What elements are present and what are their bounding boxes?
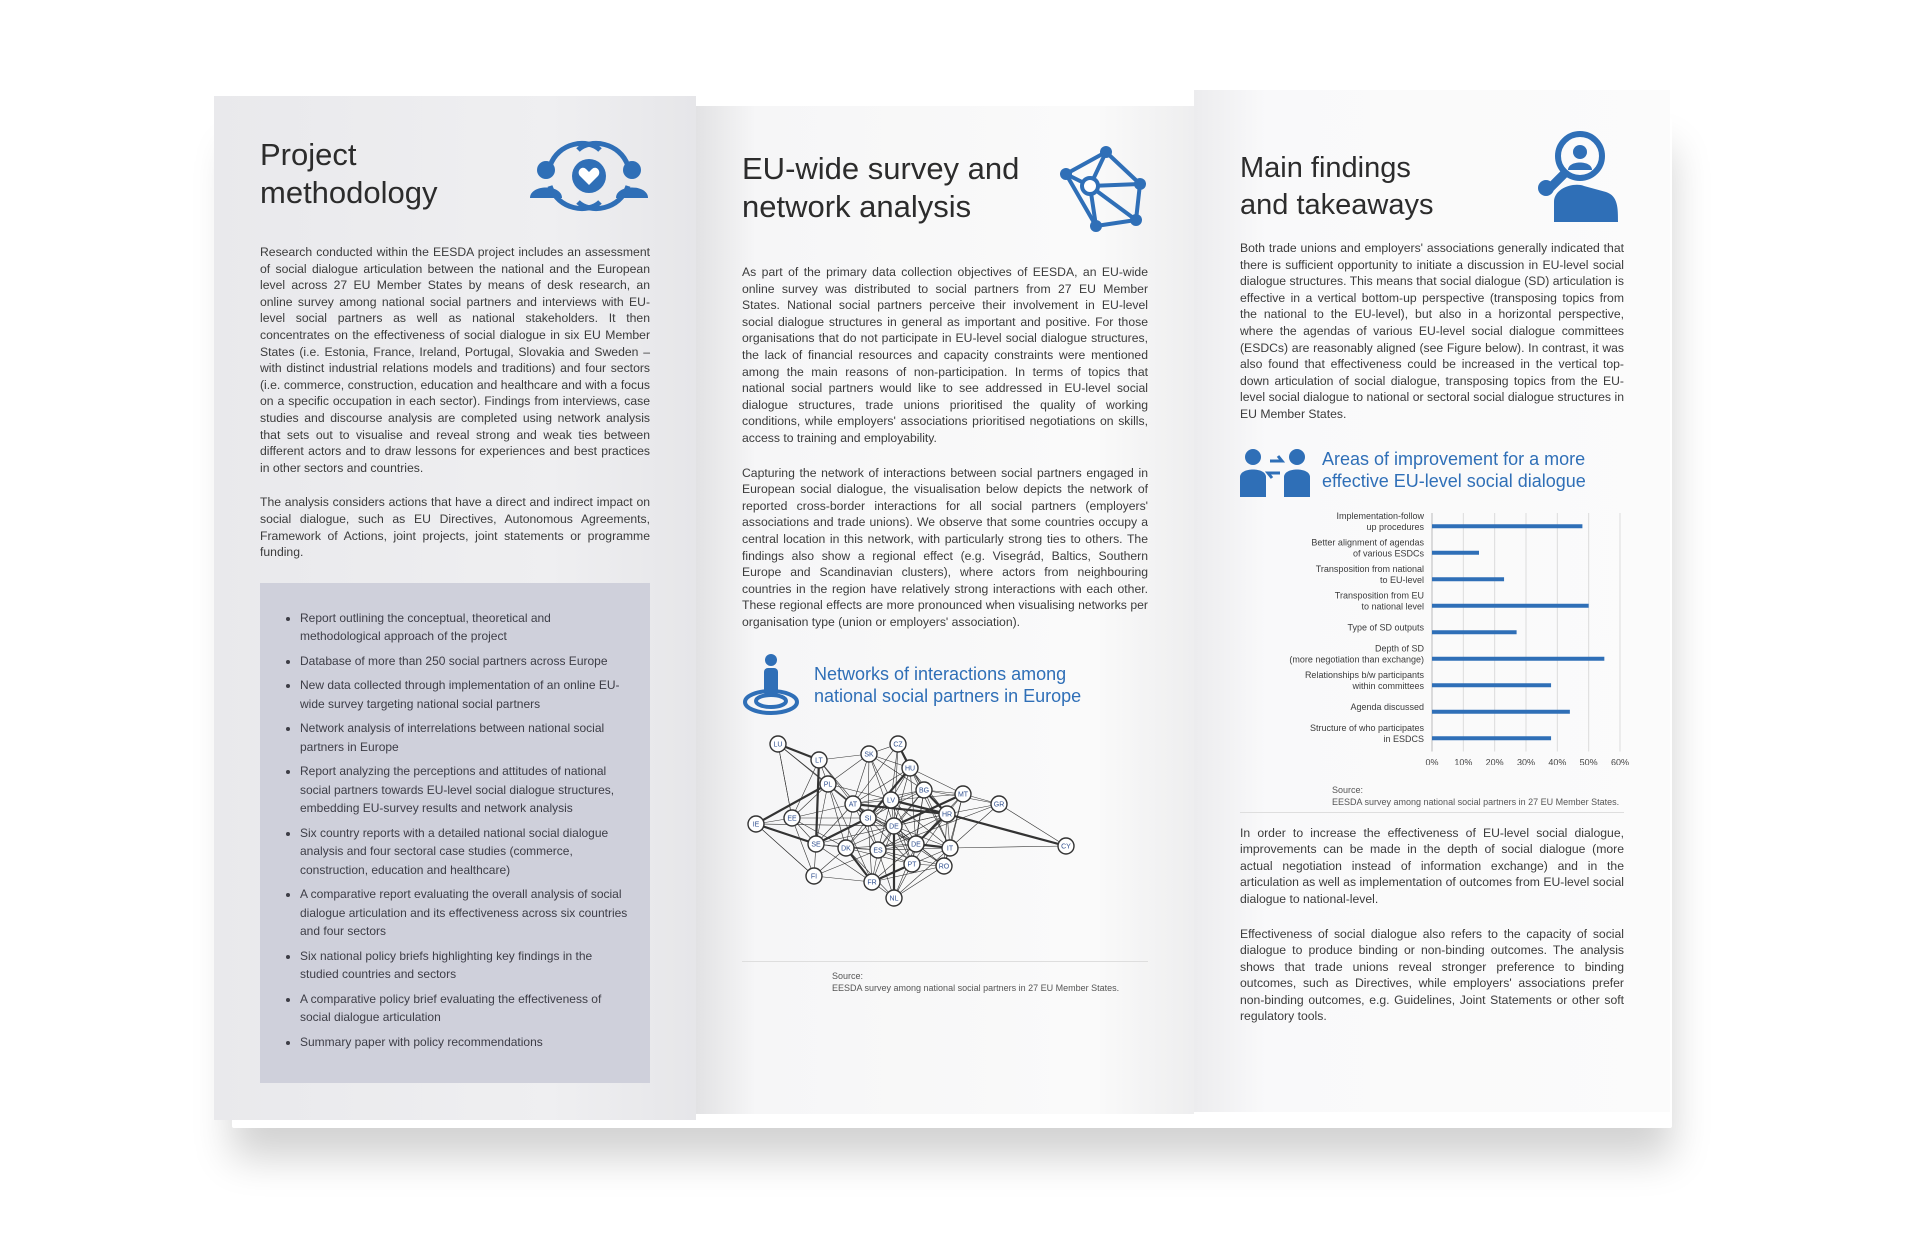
- network-node-label: LU: [773, 742, 783, 750]
- chart-title-line2: effective EU-level social dialogue: [1322, 470, 1586, 491]
- list-item: • Network analysis of interrelations between national social partners in Europe: [300, 719, 628, 756]
- network-node-hr: [939, 806, 955, 822]
- network-edge: [947, 814, 1066, 846]
- right-title-line1: Main findings: [1240, 152, 1411, 184]
- category-label: Implementation-follow up procedures: [1336, 510, 1424, 532]
- network-title-line1: Networks of interactions among: [814, 664, 1067, 685]
- bar: [1432, 524, 1582, 528]
- network-node-cy: [1058, 838, 1074, 854]
- network-node-de: [886, 818, 902, 834]
- network-node-it: [942, 840, 958, 856]
- bar: [1432, 577, 1504, 581]
- right-header: [1240, 130, 1624, 240]
- network-edge: [868, 754, 869, 818]
- mid-title: [742, 150, 1019, 226]
- left-title: [260, 136, 438, 212]
- network-node-label: NL: [889, 896, 899, 904]
- list-item: • Report outlining the conceptual, theoretical and methodological approach of the project: [300, 609, 628, 646]
- chart-title-line1: Areas of improvement for a more: [1322, 448, 1586, 469]
- panel-survey-network: [696, 106, 1194, 1114]
- network-node-bg: [916, 782, 932, 798]
- list-item: • Six national policy briefs highlighting key findings in the studied countries and sectors: [300, 947, 628, 984]
- network-graph: [742, 724, 1142, 934]
- network-edge: [816, 818, 868, 844]
- right-paragraph-1: Both trade unions and employers' associations generally indicated that there is sufficient opportunity to initiate a discussion in EU-level social dialogue structures. This means that social dialogue (SD) articulation is effective in a vertical bottom-up perspective (transposing topics from the national to the EU-level), but also in a horizontal perspective, where the agendas of various EU-level social dialogue committees (ESDCs) are reasonably aligned (see Figure below). In contrast, it was also found that effectiveness could be increased in the vertical top-down articulation of social dialogue, transposing topics from the EU-level social dialogue to national or sectoral social dialogue structures in EU Member States.: [1240, 241, 1624, 421]
- list-item: • A comparative policy brief evaluating the effectiveness of social dialogue articulation: [300, 990, 628, 1027]
- x-tick-label: 10%: [1454, 757, 1473, 765]
- network-title: [814, 663, 1081, 707]
- mid-title-line2: network analysis: [742, 189, 972, 224]
- category-label: Relationships b/w participants within committees: [1304, 669, 1424, 691]
- network-node-fr: [864, 874, 880, 890]
- mid-paragraph-1: As part of the primary data collection objectives of EESDA, an EU-wide online survey was distributed to social partners from 27 EU Member States. National social partners perceive their involvement in EU-level social dialogue structures in general as important and positive. For those organisations that do not participate in EU-level social dialogue structures, the lack of financial resources and capacity constraints were mentioned among the main reasons of non-participation. In terms of topics that national social partners would like to see addressed in EU-level social dialogue structures, trade unions prioritised the quality of working conditions, while employers' associations prioritised negotiations on skills, access to training and employability.: [742, 265, 1148, 445]
- network-node-label: FI: [810, 874, 818, 882]
- network-node-lu: [770, 736, 786, 752]
- list-item: • Six country reports with a detailed national social dialogue analysis and four sectoral case studies (commerce, construction, education and healthcare): [300, 824, 628, 880]
- panel-project-methodology: [214, 96, 696, 1120]
- mid-paragraph-2: Capturing the network of interactions between social partners engaged in European social dialogue, the visualisation below depicts the network of reported cross-border interactions for all social partners (employers' associations and trade unions). We observe that some countries occupy a central location in this network, with particularly strong ties to others. The findings also show a regional effect (e.g. Visegrád, Baltics, Southern Europe and Scandinavian clusters), where actors from neighbouring countries in the region have relatively strong interactions with each other. These regional effects are more pronounced when visualising networks per organisation type (union or employers' association).: [742, 465, 1148, 629]
- network-node-label: FR: [867, 880, 877, 888]
- network-node-label: HU: [904, 766, 916, 774]
- people-heart-icon: [528, 136, 650, 216]
- network-node-label: LT: [815, 758, 823, 766]
- deliverables-box: [260, 583, 650, 1083]
- network-node-label: AT: [848, 802, 858, 810]
- chart-source-label: Source:: [1332, 784, 1364, 795]
- network-node-label: PL: [823, 782, 833, 790]
- network-edge: [999, 804, 1066, 846]
- network-edge: [792, 804, 853, 818]
- network-node-label: PT: [907, 862, 917, 870]
- network-edge: [814, 876, 872, 882]
- network-node-sk: [861, 746, 877, 762]
- network-node-label: GR: [993, 802, 1005, 810]
- network-edge: [792, 760, 819, 818]
- network-node-label: MT: [957, 792, 969, 800]
- network-node-pl: [820, 776, 836, 792]
- network-node-label: SK: [864, 752, 874, 760]
- bar-chart: [1240, 505, 1630, 770]
- x-tick-label: 40%: [1548, 757, 1567, 765]
- right-paragraph-3: Effectiveness of social dialogue also refers to the capacity of social dialogue to produce binding or non-binding outcomes. The analysis shows that trade unions reveal stronger preference to binding outcomes, such as Directives, while employers' associations prefer non-binding outcomes, e.g. Guidelines, Joint Statements or other soft regulatory tools.: [1240, 926, 1624, 1024]
- network-node-fi: [806, 868, 822, 884]
- bar: [1432, 603, 1589, 607]
- x-tick-label: 0%: [1425, 757, 1439, 765]
- network-source-label: Source:: [832, 971, 864, 982]
- network-node-label: DE: [889, 824, 899, 832]
- category-label: Transposition from EU to national level: [1334, 589, 1424, 611]
- bar: [1432, 736, 1551, 740]
- network-node-label: DK: [841, 846, 851, 854]
- network-node-label: LV: [886, 798, 896, 806]
- network-node-dk: [838, 840, 854, 856]
- network-node-label: EE: [787, 816, 797, 824]
- left-paragraph-2: The analysis considers actions that have a direct and indirect impact on social dialogue, such as EU Directives, Autonomous Agreements, Framework of Actions, joint projects, joint statements or programme funding.: [260, 495, 650, 560]
- right-title: [1240, 150, 1433, 224]
- bar: [1432, 656, 1604, 660]
- person-target-icon: [742, 654, 800, 716]
- list-item: • A comparative report evaluating the overall analysis of social dialogue articulation and its effectiveness across six countries and four sectors: [300, 885, 628, 941]
- category-label: Better alignment of agendas of various ESDCs: [1311, 536, 1424, 558]
- category-label: Depth of SD (more negotiation than exchange): [1289, 642, 1424, 664]
- network-title-line2: national social partners in Europe: [814, 686, 1082, 707]
- chart-source: [1240, 784, 1624, 808]
- bar-chart-svg: [1240, 505, 1630, 765]
- network-source-text: EESDA survey among national social partners in 27 EU Member States.: [832, 983, 1120, 994]
- right-paragraph-2: In order to increase the effectiveness of EU-level social dialogue, improvements can be made in the depth of social dialogue (more actual negotiation instead of information exchange) and in the articulation as well as implementation of outcomes from EU-level social dialogue to national-level.: [1240, 825, 1624, 906]
- network-node-si: [860, 810, 876, 826]
- network-edge: [894, 866, 944, 898]
- left-title-line2: methodology: [260, 175, 438, 210]
- x-tick-label: 30%: [1516, 757, 1536, 765]
- divider: [1240, 812, 1624, 813]
- network-edge: [816, 814, 947, 844]
- mid-title-line1: EU-wide survey and: [742, 151, 1020, 186]
- network-node-pt: [904, 856, 920, 872]
- list-item: • New data collected through implementation of an online EU-wide survey targeting national social partners: [300, 676, 628, 713]
- network-subheading: [742, 654, 1148, 716]
- bar: [1432, 709, 1570, 713]
- network-node-ro: [936, 858, 952, 874]
- network-node-label: SI: [864, 816, 872, 824]
- people-exchange-icon: [1240, 443, 1310, 497]
- bar: [1432, 683, 1551, 687]
- network-icon: [1056, 146, 1148, 234]
- panel-findings: [1194, 90, 1670, 1112]
- network-node-label: HR: [941, 812, 953, 820]
- deliverables-list: [282, 609, 628, 1052]
- network-node-lv: [883, 792, 899, 808]
- right-title-line2: and takeaways: [1240, 189, 1434, 221]
- network-node-de: [908, 836, 924, 852]
- network-node-ee: [784, 810, 800, 826]
- x-tick-label: 20%: [1485, 757, 1504, 765]
- chart-source-text: EESDA survey among national social partners in 27 EU Member States.: [1332, 796, 1620, 807]
- network-source: [742, 961, 1148, 994]
- network-node-ie: [748, 816, 764, 832]
- network-node-cz: [890, 736, 906, 752]
- network-node-es: [870, 842, 886, 858]
- network-edge: [756, 824, 814, 876]
- person-search-icon: [1534, 130, 1624, 222]
- network-node-lt: [811, 752, 827, 768]
- chart-subheading: [1240, 443, 1624, 497]
- network-node-label: SE: [811, 842, 821, 850]
- x-tick-label: 50%: [1579, 757, 1598, 765]
- network-node-hu: [902, 760, 918, 776]
- network-node-label: IT: [946, 846, 954, 854]
- bar: [1432, 630, 1517, 634]
- left-header: [260, 136, 650, 244]
- bar: [1432, 550, 1479, 554]
- list-item: • Summary paper with policy recommendations: [300, 1033, 628, 1052]
- network-edge: [846, 848, 894, 898]
- network-node-nl: [886, 890, 902, 906]
- category-label: Structure of who participates in ESDCS: [1309, 722, 1424, 744]
- network-node-at: [845, 796, 861, 812]
- network-node-label: RO: [938, 864, 950, 872]
- network-node-se: [808, 836, 824, 852]
- network-edge: [950, 846, 1066, 848]
- left-title-line1: Project: [260, 137, 357, 172]
- network-node-label: BG: [918, 788, 930, 796]
- category-label: Agenda discussed: [1350, 701, 1424, 712]
- network-node-label: IE: [752, 822, 760, 830]
- list-item: • Report analyzing the perceptions and attitudes of national social partners towards EU-level social dialogue structures, embedding EU-survey results and network analysis: [300, 762, 628, 818]
- network-node-gr: [991, 796, 1007, 812]
- network-node-mt: [955, 786, 971, 802]
- network-node-label: DE: [911, 842, 921, 850]
- x-tick-label: 60%: [1610, 757, 1630, 765]
- network-node-label: CZ: [893, 742, 903, 750]
- category-label: Transposition from national to EU-level: [1315, 563, 1424, 585]
- category-label: Type of SD outputs: [1347, 621, 1424, 632]
- chart-title: [1322, 448, 1586, 492]
- network-edge: [828, 784, 846, 848]
- network-node-label: ES: [873, 848, 883, 856]
- list-item: • Database of more than 250 social partners across Europe: [300, 652, 628, 671]
- left-paragraph-1: Research conducted within the EESDA project includes an assessment of social dialogue articulation between the national and the European level across 27 EU Member States by means of desk research, an online survey among national social partners and interviews with EU-level social partners as well as national stakeholders. It then concentrates on the effectiveness of social dialogue in six EU Member States (i.e. Estonia, France, Ireland, Portugal, Slovakia and Sweden – with distinct industrial relations models and traditions) and four sectors (i.e. commerce, construction, education and healthcare and with a focus on a specific occupation in each sector). Findings from interviews, case studies and discourse analysis are completed using network analysis that sets out to visualise and reveal strong and weak ties between different actors and to draw lessons for experiences and best practices in other sectors and countries.: [260, 245, 650, 475]
- network-node-label: CY: [1061, 844, 1071, 852]
- mid-header: [742, 146, 1148, 264]
